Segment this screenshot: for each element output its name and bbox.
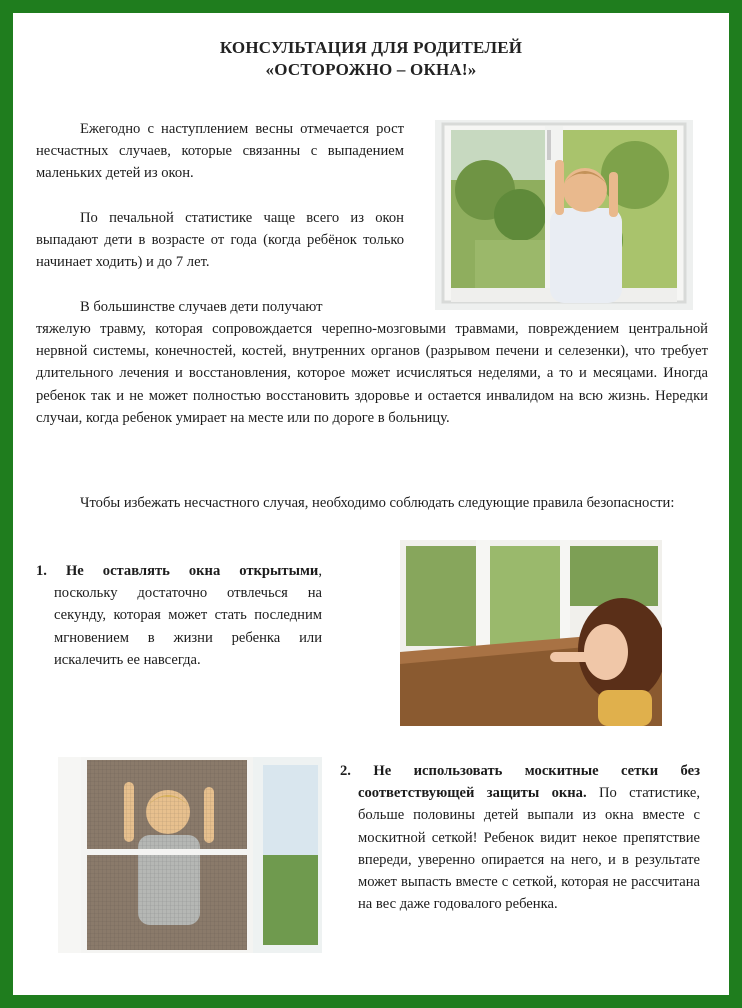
photo-child-behind-mosquito-net	[58, 757, 322, 953]
photo-girl-at-windowsill	[400, 540, 662, 726]
rule-2-text: По статистике, больше половины детей выпали из окна вместе с москитной сеткой! Ребенок видит некое препятствие впереди, уверенно опирается на него, и в результате может выпасть вместе с сеткой, которая не рассчитана на вес даже годовалого ребенка.	[358, 785, 700, 913]
intro-paragraph-3-rest: тяжелую травму, которая сопровождается черепно-мозговыми травмами, повреждением центральной нервной системы, конечностей, костей, внутренних органов (разрывом печени и селезенки), что требует длительного лечения и восстановления, которое может исчисляться неделями, а то и месяцами. Иногда ребенок так и не может полностью восстановить здоровье и остается инвалидом на всю жизнь. Нередки случаи, когда ребенок умирает на месте или по дороге в больницу.	[36, 321, 708, 426]
rule-1-text: , поскольку достаточно отвлечься на секунду, которая может стать последним мгновением в жизни ребенка или искалечить ее навсегда.	[54, 563, 322, 668]
rule-1-heading: Не оставлять окна открытыми	[65, 563, 319, 579]
page-subtitle: «ОСТОРОЖНО – ОКНА!»	[265, 60, 477, 79]
rule-1-number: 1.	[36, 563, 47, 579]
intro-paragraph-1: Ежегодно с наступлением весны отмечается рост несчастных случаев, которые связанны с выпадением маленьких детей из окон.	[36, 121, 404, 182]
intro-paragraph-4: Чтобы избежать несчастного случая, необходимо соблюдать следующие правила безопасности:	[80, 495, 675, 511]
intro-paragraph-3-start: В большинстве случаев дети получают	[80, 299, 323, 315]
rule-2-heading: Не использовать москитные сетки без соответствующей защиты окна.	[358, 763, 700, 802]
rule-1	[36, 560, 322, 671]
rule-2	[340, 760, 700, 915]
page-title: КОНСУЛЬТАЦИЯ ДЛЯ РОДИТЕЛЕЙ	[219, 38, 523, 57]
rule-2-number: 2.	[340, 763, 351, 779]
intro-paragraph-2: По печальной статистике чаще всего из окон выпадают дети в возрасте от года (когда ребёнок только начинает ходить) и до 7 лет.	[36, 210, 404, 271]
photo-toddler-at-window	[435, 120, 693, 310]
